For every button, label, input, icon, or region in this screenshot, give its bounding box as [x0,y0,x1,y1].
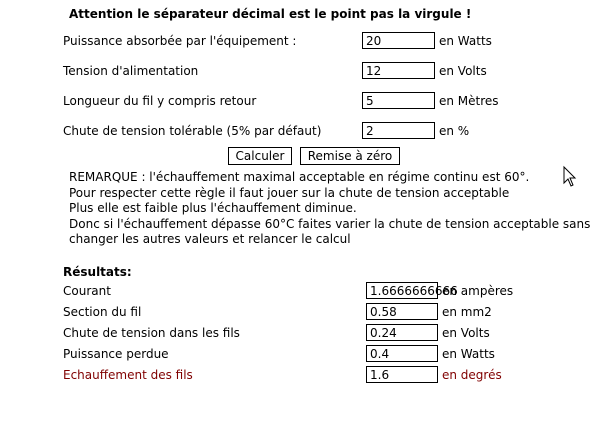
heating-output[interactable]: 1.6 [366,366,438,383]
wire-section-output[interactable]: 0.58 [366,303,438,320]
current-unit: en ampères [442,284,514,298]
power-loss-unit: en Watts [442,347,495,361]
calculate-button[interactable]: Calculer [228,147,292,165]
voltage-drop-input[interactable]: 2 [362,122,435,139]
remark-line: REMARQUE : l'échauffement maximal acceptable en régime continu est 60°. [69,170,530,184]
remark-line: changer les autres valeurs et relancer le calcul [69,232,351,246]
heating-label: Echauffement des fils [63,368,193,382]
wire-section-label: Section du fil [63,305,142,319]
remark-line: Donc si l'échauffement dépasse 60°C faites varier la chute de tension acceptable sans [69,216,590,231]
voltage-drop-label: Chute de tension tolérable (5% par défaut) [63,124,322,138]
voltage-drop-unit: en % [439,124,470,138]
results-title: Résultats: [63,265,132,279]
voltage-input[interactable]: 12 [362,62,435,79]
length-label: Longueur du fil y compris retour [63,94,257,108]
remark-line: Plus elle est faible plus l'échauffement diminue. [69,201,357,215]
remark-line: Pour respecter cette règle il faut jouer sur la chute de tension acceptable [69,185,510,200]
power-loss-output[interactable]: 0.4 [366,345,438,362]
power-unit: en Watts [439,34,492,48]
power-label: Puissance absorbée par l'équipement : [63,34,297,48]
length-input[interactable]: 5 [362,92,435,109]
current-label: Courant [63,284,111,298]
wire-voltage-drop-unit: en Volts [442,326,490,340]
power-input[interactable]: 20 [362,32,435,49]
current-output[interactable]: 1.6666666666 [366,282,438,299]
power-loss-label: Puissance perdue [63,347,169,361]
voltage-unit: en Volts [439,64,487,78]
heating-unit: en degrés [442,368,502,382]
wire-voltage-drop-output[interactable]: 0.24 [366,324,438,341]
text-cursor-icon [563,166,575,188]
voltage-label: Tension d'alimentation [63,64,199,78]
reset-button[interactable]: Remise à zéro [300,147,400,165]
remark-text [69,170,590,248]
wire-voltage-drop-label: Chute de tension dans les fils [63,326,240,340]
decimal-separator-warning: Attention le séparateur décimal est le point pas la virgule ! [69,7,472,21]
length-unit: en Mètres [439,94,499,108]
wire-section-unit: en mm2 [442,305,492,319]
